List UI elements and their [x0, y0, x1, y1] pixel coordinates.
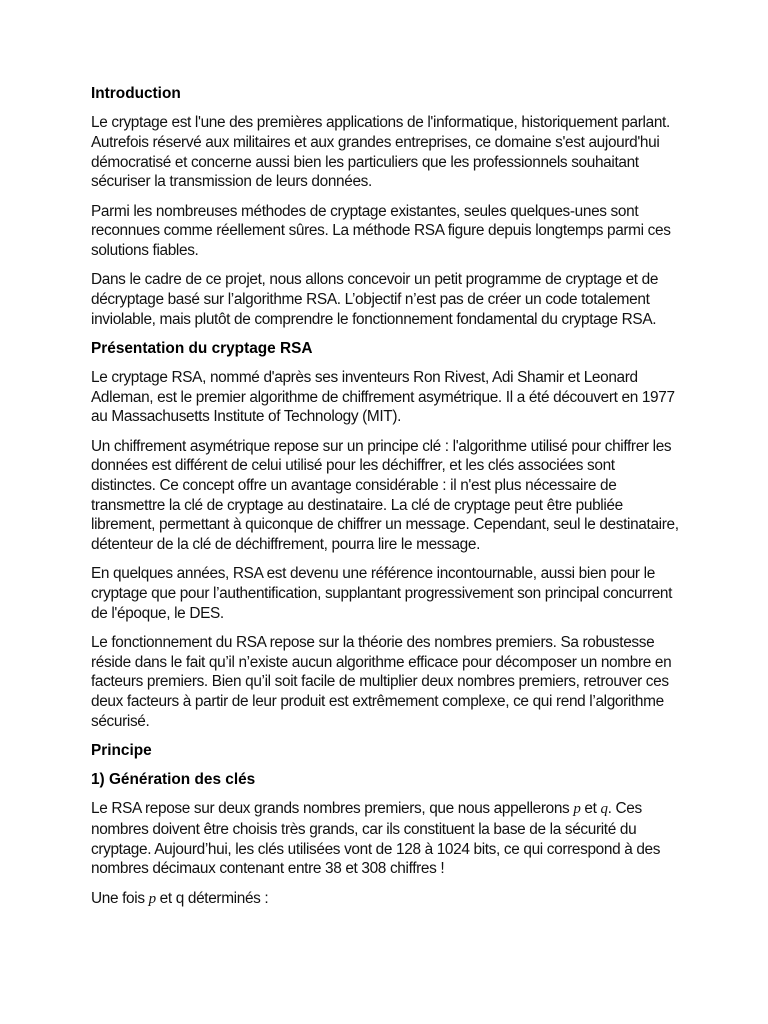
- paragraph-intro-3: Dans le cadre de ce projet, nous allons concevoir un petit programme de cryptage et de décryptage basé sur l’algorithme RSA. L’objectif n’est pas de créer un code totalement inviolable, mais plutôt de comprendre le fonctionnement fondamental du cryptage RSA.: [91, 271, 659, 328]
- math-variable-p: p: [148, 890, 156, 907]
- text-segment: et: [580, 800, 601, 818]
- text-segment: Une fois: [91, 889, 149, 907]
- math-variable-q: q: [600, 801, 608, 818]
- paragraph-once-determined: [91, 889, 681, 910]
- paragraph-presentation-1: Le cryptage RSA, nommé d'après ses inventeurs Ron Rivest, Adi Shamir et Leonard Adleman, est le premier algorithme de chiffrement asymétrique. Il a été découvert en 1977 au Massachusetts Institute of Technology (MIT).: [91, 368, 675, 426]
- document-page: [91, 84, 681, 919]
- text-segment: Le RSA repose sur deux grands nombres premiers, que nous appellerons: [91, 800, 574, 818]
- text-segment: et q déterminés :: [155, 889, 269, 907]
- paragraph-intro-2: Parmi les nombreuses méthodes de cryptage existantes, seules quelques-unes sont reconnues comme réellement sûres. La méthode RSA figure depuis longtemps parmi ces solutions fiables.: [91, 202, 671, 259]
- text-segment: . Ces nombres doivent être choisis très grands, car ils constituent la base de la sécurité du cryptage. Aujourd’hui, les clés utilisées vont de 128 à 1024 bits, ce qui correspond à des nombres décimaux contenant entre 38 et 308 chiffres !: [91, 800, 661, 878]
- heading-principe: Principe: [91, 741, 152, 759]
- heading-key-generation: 1) Génération des clés: [91, 771, 256, 789]
- paragraph-intro-1: Le cryptage est l'une des premières applications de l'informatique, historiquement parlant. Autrefois réservé aux militaires et aux grandes entreprises, ce domaine s'est aujourd'hui démocratisé et concerne aussi bien les particuliers que les professionnels souhaitant sécuriser la transmission de leurs données.: [91, 114, 670, 191]
- heading-presentation: Présentation du cryptage RSA: [91, 339, 313, 357]
- paragraph-presentation-4: Le fonctionnement du RSA repose sur la théorie des nombres premiers. Sa robustesse réside dans le fait qu’il n’existe aucun algorithme efficace pour décomposer un nombre en facteurs premiers. Bien qu’il soit facile de multiplier deux nombres premiers, retrouver ces deux facteurs à partir de leur produit est extrêmement complexe, ce qui rend l’algorithme sécurisé.: [91, 633, 672, 730]
- paragraph-presentation-3: En quelques années, RSA est devenu une référence incontournable, aussi bien pour le cryptage que pour l’authentification, supplantant progressivement son principal concurrent de l'époque, le DES.: [91, 565, 673, 622]
- heading-introduction: Introduction: [91, 85, 181, 102]
- math-variable-p: p: [573, 801, 581, 818]
- paragraph-presentation-2: Un chiffrement asymétrique repose sur un principe clé : l'algorithme utilisé pour chiffrer les données est différent de celui utilisé pour les déchiffrer, et les clés associées sont distinctes. Ce concept offre un avantage considérable : il n'est plus nécessaire de transmettre la clé de cryptage au destinataire. La clé de cryptage peut être publiée librement, permettant à quiconque de chiffrer un message. Cependant, seul le destinataire, détenteur de la clé de déchiffrement, pourra lire le message.: [91, 437, 679, 554]
- paragraph-key-generation: [91, 799, 681, 879]
